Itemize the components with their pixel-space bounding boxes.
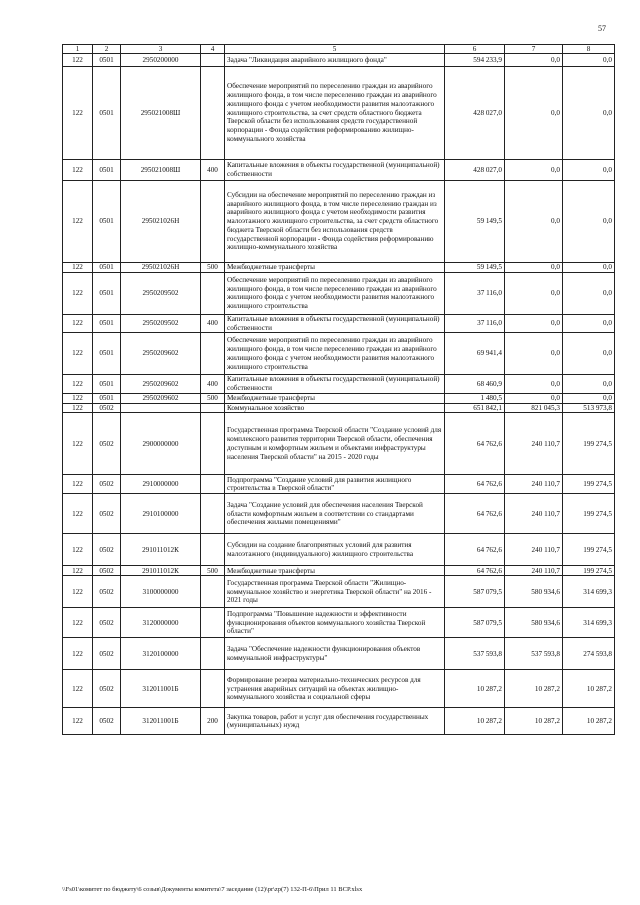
description-cell: Субсидии на создание благоприятных условий для развития малоэтажного (индивидуального) жилищного строительства bbox=[225, 534, 445, 566]
description-cell: Капитальные вложения в объекты государственной (муниципальной) собственности bbox=[225, 314, 445, 333]
code-expense-type-cell bbox=[201, 494, 225, 534]
amount-2017-cell: 1 480,5 bbox=[445, 393, 505, 403]
code-ministry-cell: 122 bbox=[63, 263, 93, 273]
code-section-cell: 0502 bbox=[93, 708, 121, 735]
amount-2017-cell: 64 762,6 bbox=[445, 566, 505, 576]
code-section-cell: 0501 bbox=[93, 67, 121, 160]
amount-2017-cell: 37 116,0 bbox=[445, 272, 505, 314]
page-number: 57 bbox=[598, 24, 606, 33]
code-ministry-cell: 122 bbox=[63, 413, 93, 475]
description-cell: Субсидии на обеспечение мероприятий по переселению граждан из аварийного жилищного фонда, в том числе переселению граждан из аварийного жилищного фонда с учетом необходимости развития малоэтажного жилищного строительства, за счет средств областного бюджета Тверской области без использования средств государственной корпорации - Фонда содействия реформированию жилищно-коммунального хозяйства bbox=[225, 181, 445, 263]
amount-2017-cell: 64 762,6 bbox=[445, 475, 505, 494]
amount-2019-cell: 199 274,5 bbox=[563, 534, 615, 566]
code-section-cell: 0501 bbox=[93, 54, 121, 67]
table-row bbox=[63, 403, 615, 413]
description-cell: Межбюджетные трансферты bbox=[225, 566, 445, 576]
code-target-cell: 295021008Ш bbox=[121, 67, 201, 160]
amount-2017-cell: 537 593,8 bbox=[445, 638, 505, 670]
code-target-cell: 312011001Б bbox=[121, 670, 201, 708]
code-target-cell: 312011001Б bbox=[121, 708, 201, 735]
amount-2018-cell: 0,0 bbox=[505, 54, 563, 67]
code-section-cell: 0501 bbox=[93, 160, 121, 181]
code-target-cell: 295021008Ш bbox=[121, 160, 201, 181]
code-expense-type-cell: 500 bbox=[201, 263, 225, 273]
code-target-cell: 2950200000 bbox=[121, 54, 201, 67]
description-cell: Задача "Ликвидация аварийного жилищного фонда" bbox=[225, 54, 445, 67]
code-expense-type-cell bbox=[201, 181, 225, 263]
amount-2019-cell: 0,0 bbox=[563, 181, 615, 263]
amount-2017-cell: 651 842,1 bbox=[445, 403, 505, 413]
table-row bbox=[63, 375, 615, 394]
table-row bbox=[63, 534, 615, 566]
budget-table bbox=[62, 44, 615, 735]
amount-2018-cell: 0,0 bbox=[505, 160, 563, 181]
code-expense-type-cell: 400 bbox=[201, 375, 225, 394]
code-ministry-cell: 122 bbox=[63, 160, 93, 181]
amount-2019-cell: 0,0 bbox=[563, 333, 615, 375]
code-section-cell: 0502 bbox=[93, 475, 121, 494]
code-expense-type-cell bbox=[201, 54, 225, 67]
amount-2018-cell: 240 110,7 bbox=[505, 494, 563, 534]
amount-2019-cell: 0,0 bbox=[563, 375, 615, 394]
code-ministry-cell: 122 bbox=[63, 608, 93, 638]
table-row bbox=[63, 314, 615, 333]
code-target-cell: 295021026Н bbox=[121, 263, 201, 273]
code-section-cell: 0501 bbox=[93, 393, 121, 403]
table-row bbox=[63, 263, 615, 273]
description-cell: Обеспечение мероприятий по переселению граждан из аварийного жилищного фонда, в том числе переселению граждан из аварийного жилищного фонда с учетом необходимости развития малоэтажного жилищного строительства bbox=[225, 272, 445, 314]
amount-2019-cell: 10 287,2 bbox=[563, 708, 615, 735]
amount-2018-cell: 240 110,7 bbox=[505, 534, 563, 566]
code-target-cell: 3120100000 bbox=[121, 638, 201, 670]
amount-2018-cell: 10 287,2 bbox=[505, 708, 563, 735]
code-ministry-cell: 122 bbox=[63, 566, 93, 576]
code-target-cell: 3100000000 bbox=[121, 576, 201, 608]
col-header-8: 8 bbox=[563, 45, 615, 54]
amount-2017-cell: 68 460,9 bbox=[445, 375, 505, 394]
code-expense-type-cell bbox=[201, 638, 225, 670]
description-cell: Межбюджетные трансферты bbox=[225, 263, 445, 273]
table-row bbox=[63, 272, 615, 314]
file-path-footer: \\Fs01\комитет по бюджету\6 созыв\Документы комитета\7 заседание (12)\pr\zp(7) 132-П-6\Прил 11 ВСР.xlsx bbox=[62, 886, 363, 893]
amount-2018-cell: 821 045,3 bbox=[505, 403, 563, 413]
amount-2018-cell: 0,0 bbox=[505, 272, 563, 314]
code-expense-type-cell bbox=[201, 333, 225, 375]
table-row bbox=[63, 67, 615, 160]
col-header-1: 1 bbox=[63, 45, 93, 54]
amount-2018-cell: 580 934,6 bbox=[505, 576, 563, 608]
amount-2018-cell: 0,0 bbox=[505, 333, 563, 375]
amount-2017-cell: 59 149,5 bbox=[445, 181, 505, 263]
description-cell: Закупка товаров, работ и услуг для обеспечения государственных (муниципальных) нужд bbox=[225, 708, 445, 735]
col-header-2: 2 bbox=[93, 45, 121, 54]
amount-2019-cell: 0,0 bbox=[563, 160, 615, 181]
code-expense-type-cell bbox=[201, 475, 225, 494]
amount-2019-cell: 199 274,5 bbox=[563, 413, 615, 475]
code-expense-type-cell bbox=[201, 608, 225, 638]
amount-2018-cell: 0,0 bbox=[505, 375, 563, 394]
table-row bbox=[63, 576, 615, 608]
table-row bbox=[63, 54, 615, 67]
code-section-cell: 0502 bbox=[93, 403, 121, 413]
amount-2018-cell: 0,0 bbox=[505, 393, 563, 403]
col-header-4: 4 bbox=[201, 45, 225, 54]
amount-2017-cell: 10 287,2 bbox=[445, 708, 505, 735]
code-target-cell: 291011012К bbox=[121, 534, 201, 566]
description-cell: Подпрограмма "Повышение надежности и эффективности функционирования объектов коммунального хозяйства Тверской области" bbox=[225, 608, 445, 638]
amount-2019-cell: 0,0 bbox=[563, 67, 615, 160]
code-expense-type-cell: 400 bbox=[201, 314, 225, 333]
code-ministry-cell: 122 bbox=[63, 314, 93, 333]
table-row bbox=[63, 333, 615, 375]
code-target-cell: 2950209602 bbox=[121, 375, 201, 394]
amount-2019-cell: 199 274,5 bbox=[563, 475, 615, 494]
amount-2017-cell: 64 762,6 bbox=[445, 413, 505, 475]
table-row bbox=[63, 413, 615, 475]
description-cell: Формирование резерва материально-технических ресурсов для устранения аварийных ситуаций на объектах жилищно-коммунального хозяйства и социальной сферы bbox=[225, 670, 445, 708]
amount-2017-cell: 428 027,0 bbox=[445, 67, 505, 160]
code-target-cell: 2950209602 bbox=[121, 393, 201, 403]
table-row bbox=[63, 638, 615, 670]
code-section-cell: 0501 bbox=[93, 314, 121, 333]
code-ministry-cell: 122 bbox=[63, 708, 93, 735]
code-section-cell: 0501 bbox=[93, 263, 121, 273]
table-row bbox=[63, 475, 615, 494]
amount-2019-cell: 0,0 bbox=[563, 272, 615, 314]
description-cell: Подпрограмма "Создание условий для развития жилищного строительства в Тверской области" bbox=[225, 475, 445, 494]
amount-2018-cell: 10 287,2 bbox=[505, 670, 563, 708]
code-ministry-cell: 122 bbox=[63, 272, 93, 314]
code-section-cell: 0501 bbox=[93, 181, 121, 263]
amount-2019-cell: 0,0 bbox=[563, 54, 615, 67]
code-expense-type-cell: 200 bbox=[201, 708, 225, 735]
code-expense-type-cell bbox=[201, 272, 225, 314]
amount-2018-cell: 537 593,8 bbox=[505, 638, 563, 670]
description-cell: Обеспечение мероприятий по переселению граждан из аварийного жилищного фонда, в том числе переселению граждан из аварийного жилищного фонда с учетом необходимости развития малоэтажного жилищного строительства bbox=[225, 333, 445, 375]
code-section-cell: 0502 bbox=[93, 494, 121, 534]
col-header-7: 7 bbox=[505, 45, 563, 54]
amount-2018-cell: 240 110,7 bbox=[505, 566, 563, 576]
amount-2017-cell: 64 762,6 bbox=[445, 494, 505, 534]
code-expense-type-cell bbox=[201, 413, 225, 475]
amount-2017-cell: 587 079,5 bbox=[445, 608, 505, 638]
amount-2019-cell: 10 287,2 bbox=[563, 670, 615, 708]
code-ministry-cell: 122 bbox=[63, 475, 93, 494]
code-section-cell: 0502 bbox=[93, 670, 121, 708]
table-row bbox=[63, 608, 615, 638]
code-section-cell: 0502 bbox=[93, 534, 121, 566]
table-row bbox=[63, 181, 615, 263]
code-target-cell: 2950209502 bbox=[121, 272, 201, 314]
amount-2017-cell: 587 079,5 bbox=[445, 576, 505, 608]
table-row bbox=[63, 566, 615, 576]
code-section-cell: 0502 bbox=[93, 608, 121, 638]
amount-2019-cell: 0,0 bbox=[563, 393, 615, 403]
col-header-3: 3 bbox=[121, 45, 201, 54]
amount-2019-cell: 314 699,3 bbox=[563, 608, 615, 638]
description-cell: Межбюджетные трансферты bbox=[225, 393, 445, 403]
description-cell: Капитальные вложения в объекты государственной (муниципальной) собственности bbox=[225, 375, 445, 394]
code-section-cell: 0502 bbox=[93, 413, 121, 475]
amount-2017-cell: 69 941,4 bbox=[445, 333, 505, 375]
code-ministry-cell: 122 bbox=[63, 494, 93, 534]
description-cell: Коммунальное хозяйство bbox=[225, 403, 445, 413]
description-cell: Обеспечение мероприятий по переселению граждан из аварийного жилищного фонда, в том числе переселению граждан из аварийного жилищного фонда с учетом необходимости развития малоэтажного жилищного строительства, за счет средств областного бюджета Тверской области без использования средств государственной корпорации - Фонда содействия реформированию жилищно-коммунального хозяйства bbox=[225, 67, 445, 160]
description-cell: Капитальные вложения в объекты государственной (муниципальной) собственности bbox=[225, 160, 445, 181]
code-target-cell: 295021026Н bbox=[121, 181, 201, 263]
amount-2018-cell: 0,0 bbox=[505, 181, 563, 263]
code-expense-type-cell bbox=[201, 670, 225, 708]
amount-2017-cell: 10 287,2 bbox=[445, 670, 505, 708]
amount-2017-cell: 594 233,9 bbox=[445, 54, 505, 67]
code-ministry-cell: 122 bbox=[63, 393, 93, 403]
code-target-cell: 2910100000 bbox=[121, 494, 201, 534]
code-section-cell: 0502 bbox=[93, 576, 121, 608]
description-cell: Государственная программа Тверской области "Создание условий для комплексного развития территории Тверской области, обеспечения доступным и комфортным жильем и объектами инфраструктуры населения Тверской области" на 2015 - 2020 годы bbox=[225, 413, 445, 475]
amount-2019-cell: 274 593,8 bbox=[563, 638, 615, 670]
code-ministry-cell: 122 bbox=[63, 67, 93, 160]
code-section-cell: 0502 bbox=[93, 566, 121, 576]
code-expense-type-cell: 500 bbox=[201, 566, 225, 576]
col-header-6: 6 bbox=[445, 45, 505, 54]
amount-2019-cell: 0,0 bbox=[563, 314, 615, 333]
description-cell: Задача "Обеспечение надежности функционирования объектов коммунальной инфраструктуры" bbox=[225, 638, 445, 670]
amount-2017-cell: 64 762,6 bbox=[445, 534, 505, 566]
amount-2019-cell: 314 699,3 bbox=[563, 576, 615, 608]
code-ministry-cell: 122 bbox=[63, 670, 93, 708]
table-row bbox=[63, 494, 615, 534]
code-ministry-cell: 122 bbox=[63, 375, 93, 394]
code-section-cell: 0501 bbox=[93, 333, 121, 375]
amount-2018-cell: 0,0 bbox=[505, 263, 563, 273]
code-expense-type-cell: 400 bbox=[201, 160, 225, 181]
description-cell: Государственная программа Тверской области "Жилищно-коммунальное хозяйство и энергетика Тверской области" на 2016 - 2021 годы bbox=[225, 576, 445, 608]
code-ministry-cell: 122 bbox=[63, 54, 93, 67]
header-row bbox=[63, 45, 615, 54]
code-target-cell: 2950209602 bbox=[121, 333, 201, 375]
code-target-cell: 2900000000 bbox=[121, 413, 201, 475]
code-expense-type-cell bbox=[201, 534, 225, 566]
amount-2019-cell: 513 973,8 bbox=[563, 403, 615, 413]
table-row bbox=[63, 670, 615, 708]
code-expense-type-cell bbox=[201, 67, 225, 160]
code-target-cell: 3120000000 bbox=[121, 608, 201, 638]
amount-2017-cell: 37 116,0 bbox=[445, 314, 505, 333]
description-cell: Задача "Создание условий для обеспечения населения Тверской области комфортным жильем в соответствии со стандартами обеспечения жилыми помещениями" bbox=[225, 494, 445, 534]
amount-2019-cell: 199 274,5 bbox=[563, 566, 615, 576]
code-ministry-cell: 122 bbox=[63, 403, 93, 413]
code-ministry-cell: 122 bbox=[63, 181, 93, 263]
table-row bbox=[63, 160, 615, 181]
amount-2018-cell: 240 110,7 bbox=[505, 475, 563, 494]
code-expense-type-cell bbox=[201, 576, 225, 608]
code-expense-type-cell bbox=[201, 403, 225, 413]
code-target-cell: 2910000000 bbox=[121, 475, 201, 494]
code-section-cell: 0502 bbox=[93, 638, 121, 670]
amount-2019-cell: 0,0 bbox=[563, 263, 615, 273]
code-target-cell: 291011012К bbox=[121, 566, 201, 576]
code-ministry-cell: 122 bbox=[63, 576, 93, 608]
amount-2017-cell: 428 027,0 bbox=[445, 160, 505, 181]
code-ministry-cell: 122 bbox=[63, 333, 93, 375]
amount-2018-cell: 0,0 bbox=[505, 314, 563, 333]
code-section-cell: 0501 bbox=[93, 375, 121, 394]
col-header-5: 5 bbox=[225, 45, 445, 54]
amount-2018-cell: 580 934,6 bbox=[505, 608, 563, 638]
table-row bbox=[63, 393, 615, 403]
amount-2018-cell: 240 110,7 bbox=[505, 413, 563, 475]
code-section-cell: 0501 bbox=[93, 272, 121, 314]
amount-2019-cell: 199 274,5 bbox=[563, 494, 615, 534]
amount-2018-cell: 0,0 bbox=[505, 67, 563, 160]
code-target-cell bbox=[121, 403, 201, 413]
code-target-cell: 2950209502 bbox=[121, 314, 201, 333]
code-ministry-cell: 122 bbox=[63, 638, 93, 670]
code-ministry-cell: 122 bbox=[63, 534, 93, 566]
amount-2017-cell: 59 149,5 bbox=[445, 263, 505, 273]
table-row bbox=[63, 708, 615, 735]
code-expense-type-cell: 500 bbox=[201, 393, 225, 403]
